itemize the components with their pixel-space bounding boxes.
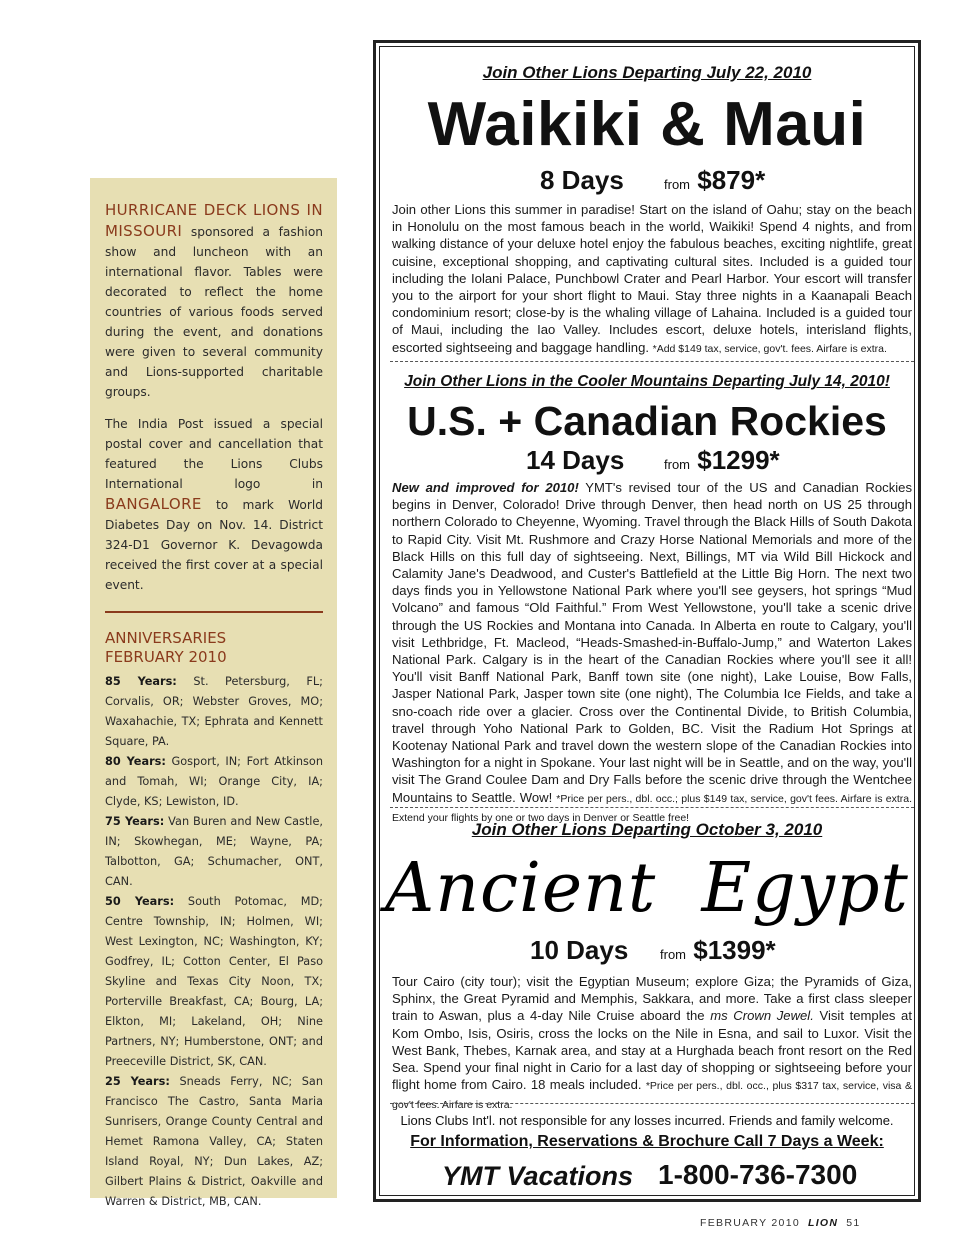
dashed-divider <box>390 807 914 808</box>
maui-note: *Add $149 tax, service, gov't. fees. Airfare is extra. <box>652 342 887 355</box>
india-post-item <box>105 414 323 595</box>
anniversary-entry <box>105 892 323 1072</box>
egypt-note: *Price per pers., dbl. occ., plus $317 tax, service, visa & gov't fees. Airfare is extra. <box>392 1080 912 1112</box>
item-text: The India Post issued a special postal cover and cancellation that featured the Lions Clubs International logo in <box>105 417 323 491</box>
anniversary-entry <box>105 672 323 752</box>
maui-departing: Join Other Lions Departing July 22, 2010 <box>482 63 812 82</box>
egypt-body-cont: Visit temples at Kom Ombo, Isis, Osiris, cross the locks on the Nile in Esna, and sail to Luxor. Visit the West Bank, Thebes, Karnak area, and stay at a Hurghada beach front resort on the Red Sea. Spend your final night in Cario for a last day of shopping or sightseeing before your flight home from Cairo. 18 meals included. <box>392 1008 912 1093</box>
rockies-days: 14 Days <box>526 445 625 475</box>
years-label: 80 Years: <box>105 755 166 768</box>
egypt-price-line <box>660 935 776 966</box>
rockies-body: YMT's revised tour of the US and Canadian Rockies begins in Denver, Colorado! Drive through Denver, then head north on US 25 through northern Colorado to Cheyenne, Wyoming. Travel through the Black Hills of South Dakota to Rapid City. Visit Mt. Rushmore and Crazy Horse National Memorials and more of the Black Hills on this full day of sightseeing. Next, Billings, MT via Wild Bill Hickock and Calamity Jane's Deadwood, and Custer's Battlefield at the Little Big Horn. The next two days finds you in Yellowstone National Park where you'll see geysers, hot springs “Mud Volcano” and famous “Old Faithful.” From West Yellowstone, you'll take a scenic drive through the US Rockies and Montana into Canada. In Alberta en route to Calgary, you'll visit Lethbridge, Ft. Macleod, “Heads-Smashed-in-Buffalo-Jump,” and Waterton Lakes National Park. Calgary is in the heart of the Canadian Rockies where you'll see it all! You'll visit Banff National Park, Banff town site (one night), Lake Louise, Bow Falls, Jasper National Park, Jasper town site (one night), The Columbia Ice Fields, and take a sno-coach ride over a glacier. Cross over the Continental Divide, to British Columbia, travel through Yoho National Park to Golden, BC. Visit the Radium Hot Springs at Kootenay National Park and travel down the western slope of the Canadian Rockies into Washington for a night in Spokane. Your last night will be in Seattle, and on the way, you'll visit The Grand Coulee Dam and Dry Falls before the scenic drive through the Wentchee Mountains to Seattle. Wow! <box>392 480 912 805</box>
years-label: 50 Years: <box>105 895 175 908</box>
rockies-description <box>392 479 912 827</box>
rockies-price: $1299* <box>697 445 780 475</box>
section-divider <box>105 611 323 613</box>
city-highlight: BANGALORE <box>105 495 202 513</box>
rockies-lead: New and improved for 2010! <box>392 480 579 495</box>
maui-description <box>392 201 912 358</box>
dashed-divider <box>390 361 914 362</box>
club-highlight: HURRICANE DECK LIONS IN MISSOURI <box>105 201 323 240</box>
egypt-description <box>392 973 912 1115</box>
years-label: 75 Years: <box>105 815 165 828</box>
info-line: For Information, Reservations & Brochure Call 7 Days a Week: <box>410 1133 884 1150</box>
clubs-list: South Potomac, MD; Centre Township, IN; Holmen, WI; West Lexington, NC; Washington, KY; Godfrey, IL; Cotton Center, El Paso Skyline and Texas City Noon, TX; Porterville Breakfast, CA; Bourg, LA; Elkton, MI; Lakeland, OH; Nine Partners, NY; Humberstone, ONT; and Preeceville District, SK, CAN. <box>105 895 323 1068</box>
anniversary-entry <box>105 812 323 892</box>
rockies-departing: Join Other Lions in the Cooler Mountains Departing July 14, 2010! <box>404 373 890 390</box>
clubs-list: Gosport, IN; Fort Atkinson and Tomah, WI; Orange City, IA; Clyde, KS; Lewiston, ID. <box>105 755 323 808</box>
maui-price: $879* <box>697 165 766 195</box>
maui-days: 8 Days <box>540 165 624 195</box>
company-name: YMT Vacations <box>442 1161 634 1191</box>
magazine-name: LION <box>807 1217 839 1229</box>
sidebar-column <box>90 178 337 1208</box>
years-label: 85 Years: <box>105 675 177 688</box>
rockies-note: *Price per pers., dbl. occ.; plus $149 tax, service, gov't fees. Airfare is extra. Extend your flights by one or two days in Denver or Seattle free! <box>392 792 913 824</box>
item-text: to mark World Diabetes Day on Nov. 14. District 324-D1 Governor K. Devagowda received the first cover at a special event. <box>105 498 323 592</box>
disclaimer: Lions Clubs Int'l. not responsible for any losses incurred. Friends and family welcome. <box>400 1113 894 1128</box>
page-number: 51 <box>846 1217 861 1229</box>
anniversaries-title: ANNIVERSARIES <box>105 629 227 647</box>
egypt-departing: Join Other Lions Departing October 3, 2010 <box>471 820 823 839</box>
egypt-body: Tour Cairo (city tour); visit the Egyptian Museum; explore Giza; the Pyramids of Giza, Sphinx, the Great Pyramid and Memphis, Sakkara, and more. Take a first class sleeper train to Aswan, plus a 4-day Nile Cruise aboard the <box>392 974 912 1024</box>
footer-month: FEBRUARY 2010 <box>700 1217 800 1229</box>
years-label: 25 Years: <box>105 1075 170 1088</box>
ship-name: ms Crown Jewel. <box>710 1008 814 1024</box>
page-footer <box>700 1217 861 1229</box>
ad-inner-border <box>379 46 915 1196</box>
rockies-price-line <box>664 445 780 476</box>
egypt-title: Ancient Egypt <box>385 849 909 928</box>
from-label: from <box>660 947 686 962</box>
maui-body: Join other Lions this summer in paradise! Start on the island of Oahu; stay on the beach in Honolulu on the most famous beach in the world, Waikiki! Spend 4 nights, and from walking distance of your deluxe hotel enjoy the fabulous beaches, exciting nightlife, great cuisine, exceptional shopping, and captivating cultural sites. Included is a guided tour including the Iolani Palace, Punchbowl Crater and Pearl Harbor. Your escort will transfer you to the airport for your short flight to Maui. Stay three nights in a Kaanapali Beach condominium resort; close-by is the whaling village of Lahaina. Included is a guided tour of Maui, including the Iao Valley. Includes escort, deluxe hotels, interisland flights, escorted sightseeing and baggage handling. <box>392 202 912 355</box>
anniversaries-heading <box>105 629 323 667</box>
dashed-divider <box>390 1103 914 1104</box>
from-label: from <box>664 177 690 192</box>
rockies-title: U.S. + Canadian Rockies <box>407 398 887 444</box>
maui-title: Waikiki & Maui <box>427 90 867 159</box>
anniversary-entry <box>105 752 323 812</box>
anniversaries-month: FEBRUARY 2010 <box>105 648 227 666</box>
phone-number: 1-800-736-7300 <box>658 1159 858 1190</box>
clubs-list: Sneads Ferry, NC; San Francisco The Castro, Santa Maria Sunrisers, Orange County Central and Hemet Ramona Valley, CA; Staten Island Royal, NY; Dun Lakes, AZ; Gilbert Plains & District, Oakville and Warren & District, MB, CAN. <box>105 1075 323 1208</box>
maui-price-line <box>664 165 765 196</box>
travel-advertisement <box>373 40 921 1202</box>
from-label: from <box>664 457 690 472</box>
hurricane-deck-item <box>105 200 323 402</box>
egypt-price: $1399* <box>693 935 776 965</box>
item-text: sponsored a fashion show and luncheon with an international flavor. Tables were decorated to reflect the home countries of various foods served during the event, and donations were given to several community and Lions-supported charitable groups. <box>105 225 323 399</box>
clubs-list: St. Petersburg, FL; Corvalis, OR; Webster Groves, MO; Waxahachie, TX; Ephrata and Kennett Square, PA. <box>105 675 323 748</box>
egypt-days: 10 Days <box>530 935 629 965</box>
anniversary-entry <box>105 1072 323 1212</box>
clubs-list: Van Buren and New Castle, IN; Skowhegan, ME; Wayne, PA; Talbotton, GA; Schumacher, ONT, CAN. <box>105 815 323 888</box>
